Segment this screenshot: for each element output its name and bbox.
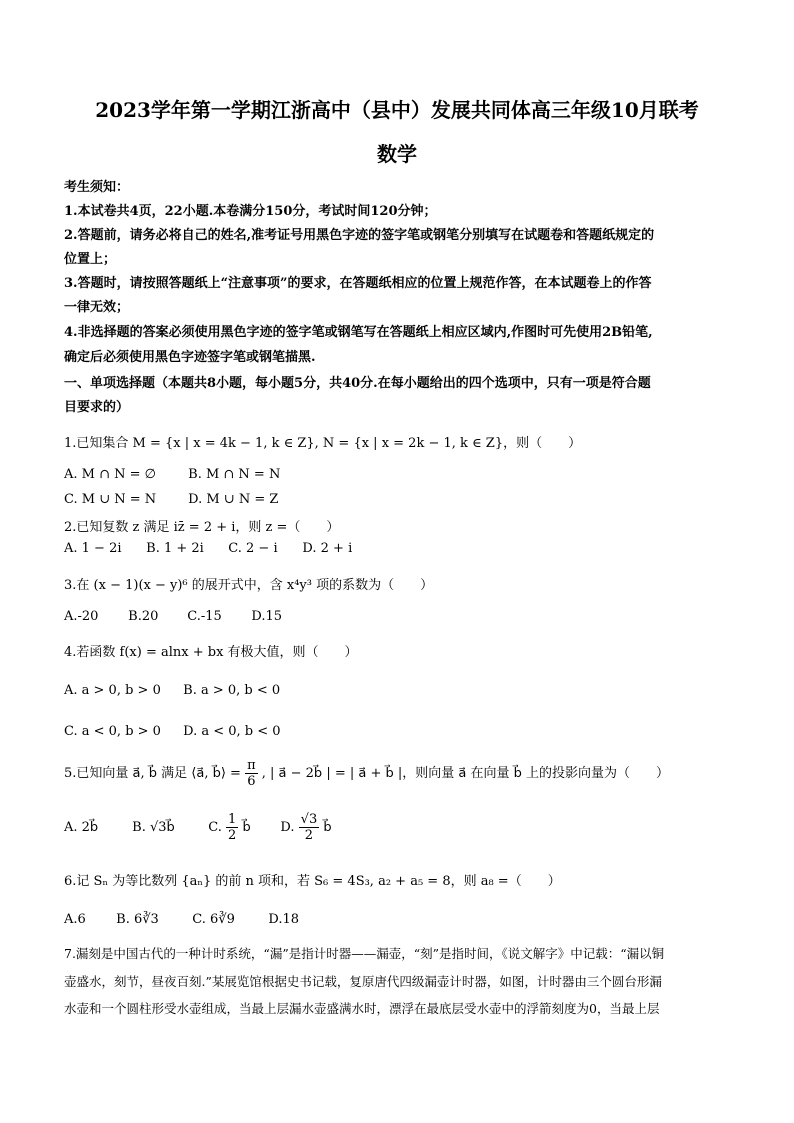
q6-option-d: D.18 xyxy=(268,912,300,927)
exam-subject: 数学 xyxy=(377,142,417,166)
q3-option-d: D.15 xyxy=(251,609,283,624)
section1-heading: 一、单项选择题（本题共8小题，每小题5分，共40分.在每小题给出的四个选项中，只有一项是符合题 xyxy=(64,376,651,391)
q1-stem: 1.已知集合 M = {x | x = 4k − 1, k ∈ Z}, N = {x | x = 2k − 1, k ∈ Z}，则（ ） xyxy=(64,436,582,451)
q5-option-d-label: D. xyxy=(280,820,295,835)
q5-option-c-vector: b⃗ xyxy=(242,820,251,835)
q2-option-c: C. 2 − i xyxy=(228,541,278,556)
q7-line-1: 7.漏刻是中国古代的一种计时系统，“漏”是指计时器——漏壶，“刻”是指时间，《说文解字》中记载：“漏以铜 xyxy=(64,946,665,961)
q3-stem: 3.在 (x − 1)(x − y)⁶ 的展开式中，含 x⁴y³ 项的系数为（ ） xyxy=(64,578,434,593)
q1-option-d: D. M ∪ N = Z xyxy=(188,492,279,507)
notice-heading: 考生须知： xyxy=(64,180,130,195)
notice-item-2-cont: 位置上； xyxy=(64,252,117,267)
q4-option-b: B. a > 0, b < 0 xyxy=(183,683,281,698)
q5-option-c-fraction xyxy=(226,812,238,843)
notice-item-3-cont: 一律无效； xyxy=(64,300,130,315)
q2-option-a: A. 1 − 2i xyxy=(64,541,122,556)
q5-option-b: B. √3b⃗ xyxy=(132,820,175,835)
notice-item-1: 1.本试卷共4页，22小题.本卷满分150分，考试时间120分钟； xyxy=(64,204,437,219)
q3-option-a: A.-20 xyxy=(64,609,99,624)
q6-option-a: A.6 xyxy=(64,912,86,927)
q6-stem: 6.记 Sₙ 为等比数列 {aₙ} 的前 n 项和，若 S₆ = 4S₃, a₂ + a₅ = 8，则 a₈ =（ ） xyxy=(64,874,561,889)
q2-option-b: B. 1 + 2i xyxy=(146,541,204,556)
q4-option-a: A. a > 0, b > 0 xyxy=(64,683,161,698)
q5-option-d-numerator: √3 xyxy=(300,812,318,827)
q5-option-a: A. 2b⃗ xyxy=(64,820,99,835)
q5-stem-part1: 5.已知向量 a⃗, b⃗ 满足 ⟨a⃗, b⃗⟩ = xyxy=(64,766,241,781)
q4-options-row2 xyxy=(64,724,734,739)
q5-options xyxy=(64,812,734,843)
q5-option-d-denominator: 2 xyxy=(304,828,314,843)
notice-item-3: 3.答题时，请按照答题纸上“注意事项”的要求，在答题纸相应的位置上规范作答，在本试题卷上的作答 xyxy=(64,276,652,291)
q7-line-2: 壶盛水，刻节，昼夜百刻.”某展览馆根据史书记载，复原唐代四级漏壶计时器，如图，计时器由三个圆台形漏 xyxy=(64,974,662,989)
q5-option-d xyxy=(280,812,331,843)
q3-options xyxy=(64,609,734,624)
q5-option-c-label: C. xyxy=(208,820,222,835)
q5-stem xyxy=(64,758,734,789)
q3-option-b: B.20 xyxy=(128,609,159,624)
q5-option-c-numerator: 1 xyxy=(228,812,237,827)
q5-option-d-fraction xyxy=(299,812,320,843)
q4-options-row1 xyxy=(64,683,734,698)
q5-angle-denominator: 6 xyxy=(247,774,256,789)
q5-stem-part2: , | a⃗ − 2b⃗ | = | a⃗ + b⃗ |，则向量 a⃗ 在向量 b⃗ 上的投影向量为（ ） xyxy=(261,766,670,781)
q1-option-c: C. M ∪ N = N xyxy=(64,492,157,507)
q1-options-row2 xyxy=(64,492,734,507)
exam-title: 2023学年第一学期江浙高中（县中）发展共同体高三年级10月联考 xyxy=(95,98,699,122)
q5-option-c xyxy=(208,812,276,843)
notice-item-4: 4.非选择题的答案必须使用黑色字迹的签字笔或钢笔写在答题纸上相应区域内,作图时可先使用2B铅笔, xyxy=(64,325,653,340)
section1-heading-cont: 目要求的） xyxy=(64,400,130,415)
q6-option-c: C. 6∛9 xyxy=(192,912,235,927)
q6-options xyxy=(64,912,734,927)
q2-option-d: D. 2 + i xyxy=(302,541,353,556)
q5-option-c-denominator: 2 xyxy=(228,828,237,843)
q2-options xyxy=(64,541,734,556)
notice-item-2: 2.答题前，请务必将自己的姓名,准考证号用黑色字迹的签字笔或钢笔分别填写在试题卷和答题纸规定的 xyxy=(64,228,655,243)
q1-options-row1 xyxy=(64,467,734,482)
q5-option-d-vector: b⃗ xyxy=(323,820,332,835)
q2-stem: 2.已知复数 z 满足 iz̄ = 2 + i，则 z =（ ） xyxy=(64,520,340,535)
q4-option-c: C. a < 0, b > 0 xyxy=(64,724,161,739)
q5-angle-fraction xyxy=(245,758,258,789)
q7-line-3: 水壶和一个圆柱形受水壶组成，当最上层漏水壶盛满水时，漂浮在最底层受水壶中的浮箭刻度为0，当最上层 xyxy=(64,1001,660,1016)
q4-option-d: D. a < 0, b < 0 xyxy=(183,724,281,739)
q5-angle-numerator: π xyxy=(247,758,256,773)
q4-stem: 4.若函数 f(x) = alnx + bx 有极大值，则（ ） xyxy=(64,645,358,660)
q6-option-b: B. 6∛3 xyxy=(116,912,159,927)
q1-option-b: B. M ∩ N = N xyxy=(188,467,281,482)
notice-item-4-cont: 确定后必须使用黑色字迹签字笔或钢笔描黑. xyxy=(64,350,316,365)
q3-option-c: C.-15 xyxy=(187,609,222,624)
q1-option-a: A. M ∩ N = ∅ xyxy=(64,467,156,482)
